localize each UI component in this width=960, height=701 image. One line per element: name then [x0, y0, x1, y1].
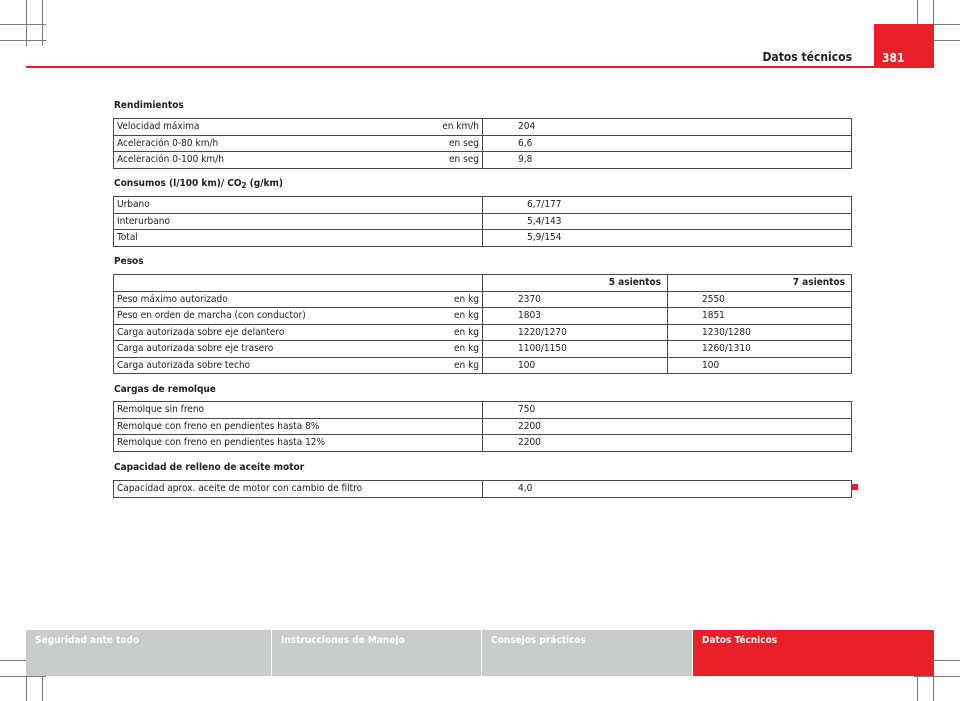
row-value-7: 2550 [668, 291, 852, 308]
footer-tab-seguridad[interactable]: Seguridad ante todo [26, 630, 271, 676]
row-unit: en seg [370, 152, 483, 169]
table-row [114, 152, 852, 169]
section-title-aceite: Capacidad de relleno de aceite motor [114, 462, 305, 473]
row-label: Velocidad máxima [114, 119, 370, 136]
row-value-7: 1230/1280 [668, 324, 852, 341]
section-title-rendimientos: Rendimientos [114, 100, 184, 111]
row-label: Peso en orden de marcha (con conductor) [114, 308, 414, 325]
header-divider [26, 66, 934, 68]
row-unit: en kg [414, 291, 483, 308]
header-empty-cell [114, 275, 483, 292]
row-label: Carga autorizada sobre techo [114, 357, 414, 374]
row-label: Remolque con freno en pendientes hasta 8% [114, 418, 483, 435]
row-value-5: 1220/1270 [483, 324, 668, 341]
table-row [114, 213, 852, 230]
row-value: 5,9/154 [483, 230, 852, 247]
row-value-5: 1803 [483, 308, 668, 325]
row-label: Capacidad aprox. aceite de motor con cambio de filtro [114, 481, 483, 498]
table-header-row [114, 275, 852, 292]
table-consumos [113, 196, 852, 247]
table-row [114, 435, 852, 452]
table-pesos [113, 274, 852, 374]
section-title-remolque: Cargas de remolque [114, 384, 216, 395]
row-value: 2200 [483, 418, 852, 435]
row-label: Interurbano [114, 213, 483, 230]
row-value-5: 1100/1150 [483, 341, 668, 358]
row-value: 4,0 [483, 481, 852, 498]
table-row [114, 119, 852, 136]
section-title-pesos: Pesos [114, 256, 144, 267]
crop-mark [914, 676, 960, 677]
table-aceite [113, 480, 852, 498]
table-row [114, 230, 852, 247]
row-label: Carga autorizada sobre eje delantero [114, 324, 414, 341]
column-header-7-asientos: 7 asientos [668, 275, 852, 292]
row-value: 204 [483, 119, 852, 136]
section-end-marker [852, 484, 858, 490]
row-label: Carga autorizada sobre eje trasero [114, 341, 414, 358]
table-row [114, 324, 852, 341]
row-label: Total [114, 230, 483, 247]
section-title-consumos-sub: 2 [241, 181, 247, 190]
row-label: Aceleración 0-80 km/h [114, 135, 370, 152]
row-value: 2200 [483, 435, 852, 452]
table-row [114, 308, 852, 325]
table-row [114, 357, 852, 374]
table-row [114, 135, 852, 152]
crop-mark [0, 676, 46, 677]
section-title-consumos-tail: (g/km) [246, 178, 283, 189]
section-title-consumos [114, 178, 283, 190]
row-unit: en kg [414, 324, 483, 341]
crop-mark [0, 40, 46, 41]
row-value: 750 [483, 402, 852, 419]
footer-tab-datos-tecnicos[interactable]: Datos Técnicos [693, 630, 934, 676]
row-value-5: 2370 [483, 291, 668, 308]
table-row [114, 197, 852, 214]
table-row [114, 481, 852, 498]
table-row [114, 341, 852, 358]
row-label: Aceleración 0-100 km/h [114, 152, 370, 169]
column-header-5-asientos: 5 asientos [483, 275, 668, 292]
row-unit: en kg [414, 308, 483, 325]
row-label: Peso máximo autorizado [114, 291, 414, 308]
row-value-7: 1260/1310 [668, 341, 852, 358]
row-value-7: 1851 [668, 308, 852, 325]
row-value: 9,8 [483, 152, 852, 169]
row-value-7: 100 [668, 357, 852, 374]
row-value-5: 100 [483, 357, 668, 374]
row-label: Remolque con freno en pendientes hasta 12% [114, 435, 483, 452]
row-unit: en kg [414, 357, 483, 374]
table-remolque [113, 401, 852, 452]
row-unit: en km/h [370, 119, 483, 136]
crop-mark [0, 24, 46, 25]
page-header-title: Datos técnicos [762, 50, 852, 64]
row-unit: en kg [414, 341, 483, 358]
row-label: Remolque sin freno [114, 402, 483, 419]
row-label: Urbano [114, 197, 483, 214]
table-row [114, 402, 852, 419]
table-rendimientos [113, 118, 852, 169]
row-value: 6,6 [483, 135, 852, 152]
row-value: 6,7/177 [483, 197, 852, 214]
row-unit: en seg [370, 135, 483, 152]
section-title-consumos-main: Consumos (l/100 km)/ CO [114, 178, 242, 189]
footer-tab-consejos[interactable]: Consejos prácticos [482, 630, 692, 676]
table-row [114, 418, 852, 435]
table-row [114, 291, 852, 308]
page-number: 381 [874, 24, 934, 66]
row-value: 5,4/143 [483, 213, 852, 230]
footer-tab-instrucciones[interactable]: Instrucciones de Manejo [272, 630, 481, 676]
